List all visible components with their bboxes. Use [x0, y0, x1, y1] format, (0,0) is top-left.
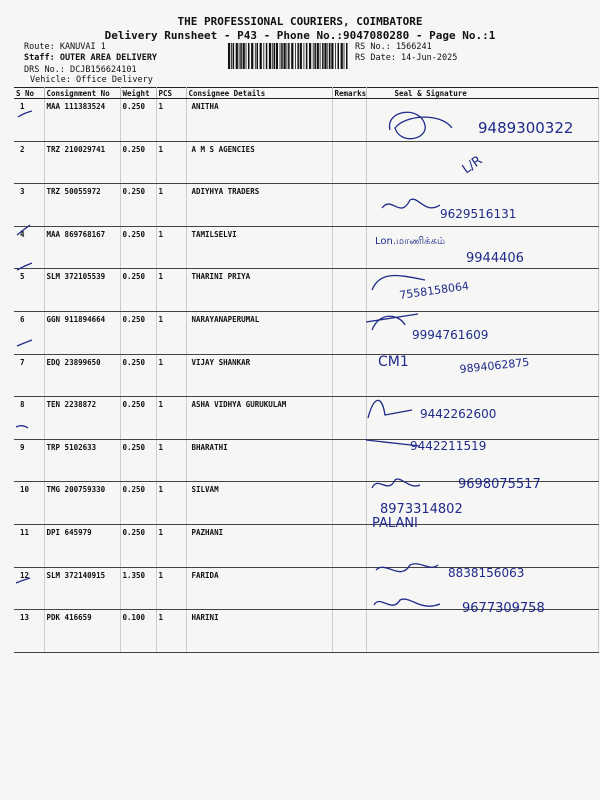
handwriting-phone: 9698075517 — [458, 477, 541, 492]
handwriting-phone: 8838156063 — [448, 566, 525, 580]
row-consignee: FARIDA — [186, 567, 332, 610]
row-weight: 0.250 — [120, 397, 156, 440]
handwriting-phone: 9629516131 — [440, 207, 517, 221]
row-consignee: SILVAM — [186, 482, 332, 525]
row-weight: 0.250 — [120, 439, 156, 482]
row-sno: 7 — [14, 354, 44, 397]
row-consignment-no: SLM 372140915 — [44, 567, 120, 610]
signature-icon — [368, 400, 412, 418]
row-weight: 0.250 — [120, 269, 156, 312]
signature-icon — [374, 599, 440, 606]
row-sno: 9 — [14, 439, 44, 482]
row-weight: 0.250 — [120, 141, 156, 184]
row-sno: 2 — [14, 141, 44, 184]
row-weight: 1.350 — [120, 567, 156, 610]
row-pcs: 1 — [156, 610, 186, 653]
signature-icon — [390, 112, 452, 138]
row-pcs: 1 — [156, 141, 186, 184]
col-consignee: Consignee Details — [186, 88, 332, 99]
row-pcs: 1 — [156, 397, 186, 440]
tick-mark-icon — [18, 111, 32, 117]
row-consignee: HARINI — [186, 610, 332, 653]
row-consignee: VIJAY SHANKAR — [186, 354, 332, 397]
row-sno: 12 — [14, 567, 44, 610]
row-consignment-no: GGN 911894664 — [44, 311, 120, 354]
row-consignment-no: MAA 111383524 — [44, 99, 120, 142]
rs-no-label: RS No.: 1566241 — [355, 42, 432, 52]
row-consignee: TAMILSELVI — [186, 226, 332, 269]
signature-icon — [382, 199, 440, 208]
row-pcs: 1 — [156, 567, 186, 610]
row-sno: 6 — [14, 311, 44, 354]
col-pcs: PCS — [156, 88, 186, 99]
row-sno: 11 — [14, 524, 44, 567]
row-consignment-no: SLM 372105539 — [44, 269, 120, 312]
row-sno: 13 — [14, 610, 44, 653]
signature-icon — [376, 564, 438, 572]
row-consignee: BHARATHI — [186, 439, 332, 482]
row-sno: 1 — [14, 99, 44, 142]
row-pcs: 1 — [156, 226, 186, 269]
tick-mark-icon — [17, 263, 32, 270]
row-consignment-no: PDK 416659 — [44, 610, 120, 653]
handwriting-name: PALANI — [372, 516, 418, 531]
row-weight: 0.250 — [120, 482, 156, 525]
row-consignment-no: TRZ 50055972 — [44, 184, 120, 227]
row-pcs: 1 — [156, 354, 186, 397]
rs-date-label: RS Date: 14-Jun-2025 — [355, 53, 458, 63]
row-sno: 8 — [14, 397, 44, 440]
handwriting-phone: 9894062875 — [458, 355, 530, 376]
row-weight: 0.100 — [120, 610, 156, 653]
row-consignee: A M S AGENCIES — [186, 141, 332, 184]
row-consignment-no: EDQ 23899650 — [44, 354, 120, 397]
row-consignment-no: TRZ 210029741 — [44, 141, 120, 184]
row-consignment-no: MAA 869768167 — [44, 226, 120, 269]
handwriting-name: CM1 — [378, 354, 409, 370]
row-consignee: PAZHANI — [186, 524, 332, 567]
row-sno: 4 — [14, 226, 44, 269]
drs-label: DRS No.: DCJB156624101 — [24, 65, 137, 75]
row-pcs: 1 — [156, 311, 186, 354]
row-weight: 0.250 — [120, 354, 156, 397]
col-weight: Weight — [120, 88, 156, 99]
handwriting-phone: 7558158064 — [398, 279, 470, 302]
row-sno: 3 — [14, 184, 44, 227]
row-pcs: 1 — [156, 99, 186, 142]
row-pcs: 1 — [156, 482, 186, 525]
handwriting-phone: 9489300322 — [478, 119, 574, 137]
signature-icon — [366, 314, 418, 330]
company-title: THE PROFESSIONAL COURIERS, COIMBATORE — [177, 15, 423, 28]
row-consignee: NARAYANAPERUMAL — [186, 311, 332, 354]
tick-mark-icon — [16, 426, 28, 428]
col-signature: Seal & Signature — [366, 88, 598, 99]
tick-mark-icon — [17, 225, 30, 235]
row-pcs: 1 — [156, 524, 186, 567]
col-sno: S No — [14, 88, 44, 99]
col-consignment: Consignment No — [44, 88, 120, 99]
handwriting-name: Lon.மாணிக்கம் — [375, 236, 446, 247]
row-weight: 0.250 — [120, 99, 156, 142]
row-pcs: 1 — [156, 269, 186, 312]
row-sno: 5 — [14, 269, 44, 312]
row-consignee: ANITHA — [186, 99, 332, 142]
handwriting-phone: 9994761609 — [412, 328, 489, 342]
runsheet-title: Delivery Runsheet - P43 - Phone No.:9047080280 - Page No.:1 — [104, 29, 496, 42]
col-remarks: Remarks — [332, 88, 366, 99]
row-pcs: 1 — [156, 439, 186, 482]
row-consignee: ASHA VIDHYA GURUKULAM — [186, 397, 332, 440]
vehicle-label: Vehicle: Office Delivery — [30, 75, 153, 85]
handwriting-phone: 9442262600 — [420, 407, 497, 421]
row-consignee: THARINI PRIYA — [186, 269, 332, 312]
row-pcs: 1 — [156, 184, 186, 227]
row-consignment-no: DPI 645979 — [44, 524, 120, 567]
row-weight: 0.250 — [120, 311, 156, 354]
tick-mark-icon — [16, 578, 30, 583]
row-consignment-no: TRP 5102633 — [44, 439, 120, 482]
handwriting-phone: 9442211519 — [410, 439, 487, 453]
row-consignee: ADIYHYA TRADERS — [186, 184, 332, 227]
route-label: Route: KANUVAI 1 — [24, 42, 106, 52]
row-weight: 0.250 — [120, 524, 156, 567]
row-consignment-no: TMG 200759330 — [44, 482, 120, 525]
staff-label: Staff: OUTER AREA DELIVERY — [24, 53, 158, 63]
handwriting-phone: 8973314802 — [380, 502, 463, 517]
row-sno: 10 — [14, 482, 44, 525]
handwriting-note: L/R — [459, 153, 486, 178]
handwriting-phone: 9677309758 — [462, 601, 545, 616]
signature-icon — [372, 479, 420, 488]
row-weight: 0.250 — [120, 226, 156, 269]
handwriting-phone: 9944406 — [466, 251, 524, 266]
row-weight: 0.250 — [120, 184, 156, 227]
tick-mark-icon — [17, 340, 32, 346]
row-consignment-no: TEN 2238872 — [44, 397, 120, 440]
